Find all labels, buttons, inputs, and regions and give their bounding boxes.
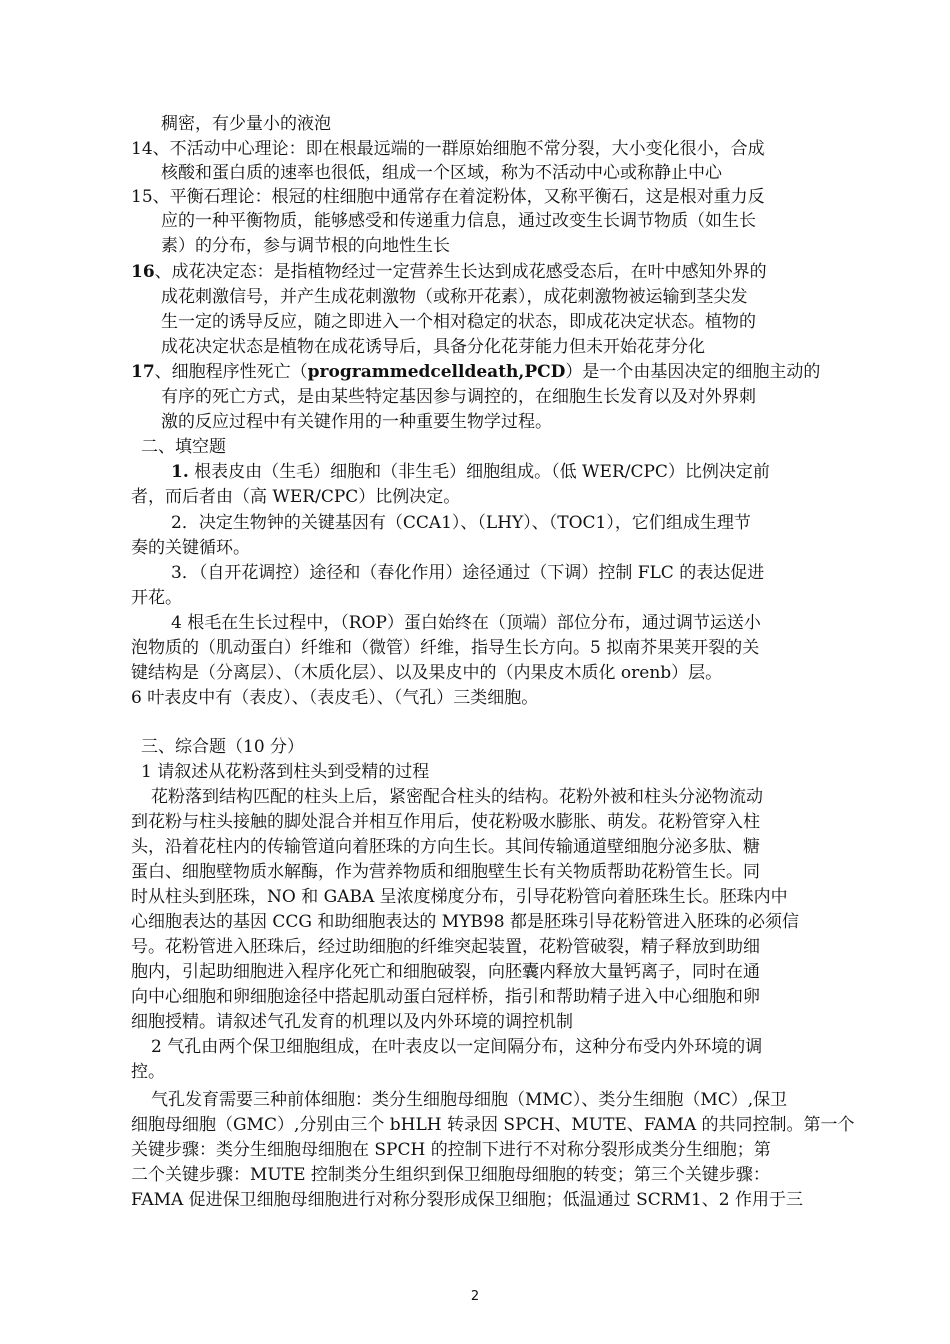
- definition-13-continuation: 稠密，有少量小的液泡: [161, 114, 331, 134]
- definition-17-line-2: 有序的死亡方式，是由某些特定基因参与调控的，在细胞生长发育以及对外界刺: [161, 387, 756, 407]
- comprehensive-heading: 三、综合题（10 分）: [141, 737, 305, 757]
- fill-q4-line-1: 4 根毛在生长过程中，（ROP）蛋白始终在（顶端）部位分布，通过调节运送小: [171, 613, 761, 633]
- definition-15-line-3: 素）的分布，参与调节根的向地性生长: [161, 236, 450, 256]
- fill-q2-line-2: 奏的关键循环。: [131, 538, 250, 558]
- answer-3-line: 二个关键步骤：MUTE 控制类分生组织到保卫细胞母细胞的转变；第三个关键步骤：: [131, 1165, 770, 1185]
- fill-q4-line-2: 泡物质的（肌动蛋白）纤维和（微管）纤维，指导生长方向。5 拟南芥果荚开裂的关: [131, 638, 760, 658]
- answer-1-line: 头，沿着花柱内的传输管道向着胚珠的方向生长。其间传输通道壁细胞分泌多肽、糖: [131, 837, 760, 857]
- answer-1-line: 胞内，引起助细胞进入程序化死亡和细胞破裂，向胚囊内释放大量钙离子，同时在通: [131, 962, 760, 982]
- answer-1-line: 到花粉与柱头接触的脚处混合并相互作用后，使花粉吸水膨胀、萌发。花粉管穿入柱: [131, 812, 760, 832]
- definition-16-line-4: 成花决定状态是植物在成花诱导后，具备分化花芽能力但未开始花芽分化: [161, 337, 705, 357]
- definition-16-line-2: 成花刺激信号，并产生成花刺激物（或称开花素），成花刺激物被运输到茎尖发: [161, 287, 748, 307]
- fill-q1-line-1: [171, 460, 770, 484]
- answer-3-line: 细胞母细胞（GMC）,分别由三个 bHLH 转录因 SPCH、MUTE、FAMA 的共同控制。第一个: [131, 1115, 855, 1135]
- answer-1-line: 向中心细胞和卵细胞途径中搭起肌动蛋白冠样桥，指引和帮助精子进入中心细胞和卵: [131, 987, 760, 1007]
- answer-1-line: 时从柱头到胚珠，NO 和 GABA 呈浓度梯度分布，引导花粉管向着胚珠生长。胚珠内中: [131, 887, 788, 907]
- answer-3-line: 关键步骤：类分生细胞母细胞在 SPCH 的控制下进行不对称分裂形成类分生细胞；第: [131, 1140, 771, 1160]
- definition-17-line-3: 激的反应过程中有关键作用的一种重要生物学过程。: [161, 412, 552, 432]
- answer-1-line: 心细胞表达的基因 CCG 和助细胞表达的 MYB98 都是胚珠引导花粉管进入胚珠的必须信: [131, 912, 799, 932]
- definition-14-line-2: 核酸和蛋白质的速率也很低，组成一个区域，称为不活动中心或称静止中心: [161, 163, 722, 183]
- definition-17-line-1: [131, 360, 820, 384]
- fill-q1-line-2: 者，而后者由（高 WER/CPC）比例决定。: [131, 487, 461, 507]
- fill-q1-number: 1.: [171, 462, 189, 482]
- definition-15-line-2: 应的一种平衡物质，能够感受和传递重力信息，通过改变生长调节物质（如生长: [161, 211, 756, 231]
- comprehensive-q1-title: 1 请叙述从花粉落到柱头到受精的过程: [141, 762, 430, 782]
- definition-16-line-3: 生一定的诱导反应，随之即进入一个相对稳定的状态，即成花决定状态。植物的: [161, 312, 756, 332]
- definition-17-term: programmedcelldeath,PCD: [307, 362, 566, 382]
- answer-1-line: 细胞授精。请叙述气孔发育的机理以及内外环境的调控机制: [131, 1012, 573, 1032]
- definition-16-line-1: [131, 260, 767, 284]
- fill-q6: 6 叶表皮中有（表皮）、（表皮毛）、（气孔）三类细胞。: [131, 688, 539, 708]
- fill-q3-line-1: 3．（自开花调控）途径和（春化作用）途径通过（下调）控制 FLC 的表达促进: [171, 563, 765, 583]
- definition-17-text-c: ）是一个由基因决定的细胞主动的: [565, 362, 821, 382]
- definition-15-line-1: 15、平衡石理论：根冠的柱细胞中通常存在着淀粉体，又称平衡石，这是根对重力反: [131, 187, 765, 207]
- answer-1-line: 号。花粉管进入胚珠后，经过助细胞的纤维突起装置，花粉管破裂，精子释放到助细: [131, 937, 760, 957]
- answer-1-line: 花粉落到结构匹配的柱头上后，紧密配合柱头的结构。花粉外被和柱头分泌物流动: [151, 787, 763, 807]
- answer-3-line: FAMA 促进保卫细胞母细胞进行对称分裂形成保卫细胞；低温通过 SCRM1、2 作用于三: [131, 1190, 803, 1210]
- answer-3-line: 气孔发育需要三种前体细胞：类分生细胞母细胞（MMC）、类分生细胞（MC）,保卫: [151, 1090, 788, 1110]
- fill-q1-text: 根表皮由（生毛）细胞和（非生毛）细胞组成。（低 WER/CPC）比例决定前: [194, 462, 770, 482]
- definition-17-number: 17: [131, 362, 155, 382]
- answer-2-line: 2 气孔由两个保卫细胞组成，在叶表皮以一定间隔分布，这种分布受内外环境的调: [151, 1037, 763, 1057]
- definition-16-number: 16: [131, 262, 155, 282]
- answer-2-line: 控。: [131, 1062, 165, 1082]
- page-number: 2: [470, 1289, 480, 1304]
- fill-q3-line-2: 开花。: [131, 588, 182, 608]
- fill-q2-line-1: 2．决定生物钟的关键基因有（CCA1）、（LHY）、（TOC1），它们组成生理节: [171, 513, 751, 533]
- definition-16-text: 、成花决定态：是指植物经过一定营养生长达到成花感受态后，在叶中感知外界的: [154, 262, 767, 282]
- definition-14-line-1: 14、不活动中心理论：即在根最远端的一群原始细胞不常分裂，大小变化很小，合成: [131, 139, 765, 159]
- fill-blank-heading: 二、填空题: [141, 437, 226, 457]
- fill-q4-line-3: 键结构是（分离层）、（木质化层）、以及果皮中的（内果皮木质化 orenb）层。: [131, 663, 723, 683]
- definition-17-text-a: 、细胞程序性死亡（: [154, 362, 308, 382]
- answer-1-line: 蛋白、细胞壁物质水解酶，作为营养物质和细胞壁生长有关物质帮助花粉管生长。同: [131, 862, 760, 882]
